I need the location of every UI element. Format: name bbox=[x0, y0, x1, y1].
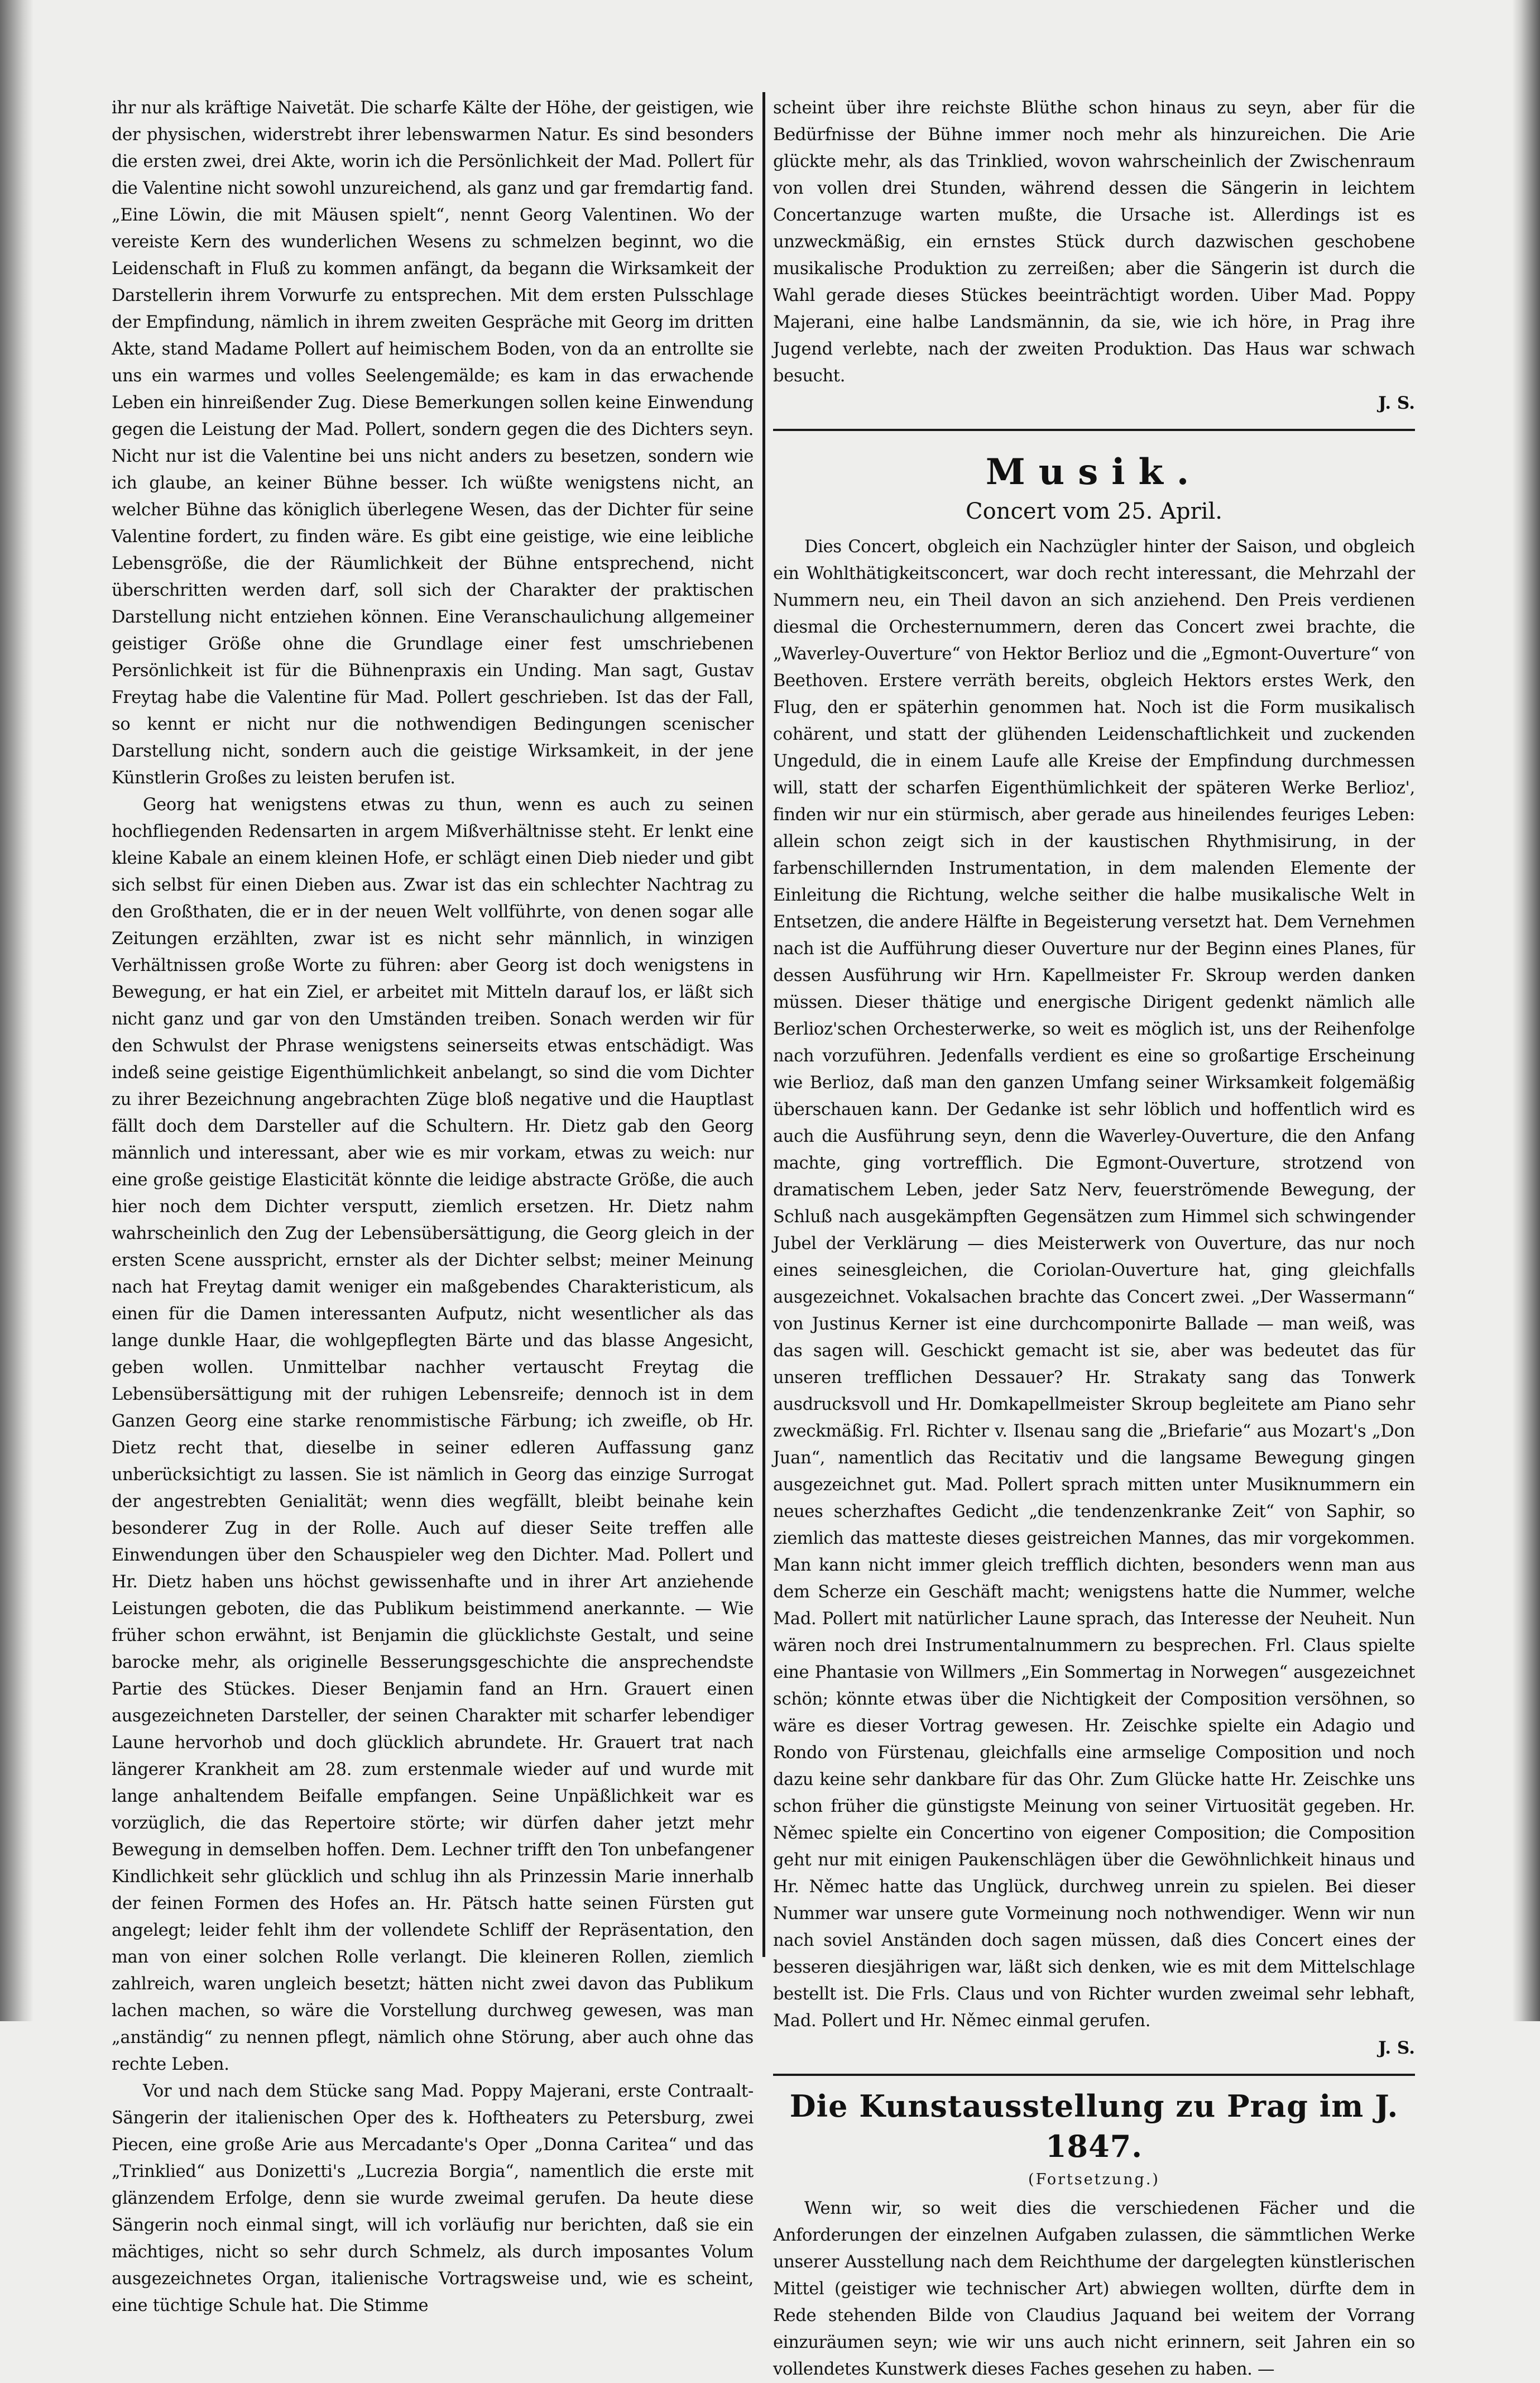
art-exhibition-paragraph: Wenn wir, so weit dies die verschiedenen Fächer und die Anforderungen der einzelnen Aufgaben zulassen, die sämmtlichen Werke unserer Ausstellung nach dem Reichthume der dargelegten künstlerischen Mittel (geistiger wie technischer Art) abwiegen wollten, dürfte dem in Rede stehenden Bilde von Claudius Jaquand bei weitem der Vorrang einzuräumen seyn; wie wir uns auch nicht erinnern, seit Jahren ein so vollendetes Kunstwerk dieses Faches gesehen zu haben. — bbox=[773, 2199, 1415, 2379]
section-rule-1 bbox=[773, 429, 1415, 431]
right-column bbox=[773, 95, 1415, 2379]
left-column bbox=[112, 95, 754, 2315]
left-paragraph-3: Vor und nach dem Stücke sang Mad. Poppy Majerani, erste Contraalt-Sängerin der italienischen Oper des k. Hoftheaters zu Petersburg, zwei Piecen, eine große Arie aus Mercadante's Oper „Donna Caritea“ und das „Trinklied“ aus Donizetti's „Lucrezia Borgia“, namentlich die erste mit glänzendem Erfolge, denn sie wurde zweimal gerufen. Da heute diese Sängerin noch einmal singt, will ich vorläufig nur berichten, daß sie ein mächtiges, nicht so sehr durch Schmelz, als durch imposantes Volum ausgezeichnetes Organ, italienische Vortragsweise und, wie es scheint, eine tüchtige Schule hat. Die Stimme bbox=[112, 2081, 754, 2315]
page-edge-right bbox=[1512, 0, 1540, 2021]
section-rule-2 bbox=[773, 2074, 1415, 2076]
continuation-signature: J. S. bbox=[1378, 393, 1415, 413]
left-paragraph-1: ihr nur als kräftige Naivetät. Die scharfe Kälte der Höhe, der geistigen, wie der physischen, widerstrebt ihrer lebenswarmen Natur. Es sind besonders die ersten zwei, drei Akte, worin ich die Persönlichkeit der Mad. Pollert für die Valentine nicht sowohl unzureichend, als ganz und gar fremdartig fand. „Eine Löwin, die mit Mäusen spielt“, nennt Georg Valentinen. Wo der vereiste Kern des wunderlichen Wesens zu schmelzen beginnt, wo die Leidenschaft in Fluß zu kommen anfängt, da begann die Wirksamkeit der Darstellerin ihrem Vorwurfe zu entsprechen. Mit dem ersten Pulsschlage der Empfindung, nämlich in ihrem zweiten Gespräche mit Georg im dritten Akte, stand Madame Pollert auf heimischem Boden, von da an entrollte sie uns ein warmes und volles Seelengemälde; es kam in das erwachende Leben ein hinreißender Zug. Diese Bemerkungen sollen keine Einwendung gegen die Leistung der Mad. Pollert, sondern gegen die des Dichters seyn. Nicht nur ist die Valentine bei uns nicht anders zu besetzen, sondern wie ich glaube, an keiner Bühne besser. Ich wüßte wenigstens nicht, an welcher Bühne das königlich überlegene Wesen, das der Dichter für seine Valentine fordert, zu finden wäre. Es gibt eine geistige, wie eine leibliche Lebensgröße, die der Räumlichkeit der Bühne entsprechend, nicht überschritten werden darf, soll sich der Charakter der praktischen Darstellung nicht entziehen können. Eine Veranschaulichung allgemeiner geistiger Größe ohne die Grundlage einer fest umschriebenen Persönlichkeit ist für die Bühnenpraxis ein Unding. Man sagt, Gustav Freytag habe die Valentine für Mad. Pollert geschrieben. Ist das der Fall, so kennt er nicht nur die nothwendigen Bedingungen scenischer Darstellung nicht, sondern auch die geistige Wirksamkeit, in der jene Künstlerin Großes zu leisten berufen ist. bbox=[112, 98, 754, 788]
music-paragraph: Dies Concert, obgleich ein Nachzügler hinter der Saison, und obgleich ein Wohlthätigkeitsconcert, war doch recht interessant, die Mehrzahl der Nummern neu, ein Theil davon an sich anziehend. Den Preis verdienen diesmal die Orchesternummern, deren das Concert zwei brachte, die „Waverley-Ouverture“ von Hektor Berlioz und die „Egmont-Ouverture“ von Beethoven. Erstere verräth bereits, obgleich Hektors erstes Werk, den Flug, den er späterhin genommen hat. Noch ist die Form musikalisch cohärent, und statt der glühenden Leidenschaftlichkeit und zuckenden Ungeduld, die in einem Laufe alle Kreise der Empfindung durchmessen will, statt der scharfen Eigenthümlichkeit der späteren Werke Berlioz', finden wir nur ein stürmisch, aber gerade aus hineilendes feuriges Leben: allein schon zeigt sich in der kaustischen Rhythmisirung, in der farbenschillernden Instrumentation, in dem malenden Elemente der Einleitung die Richtung, welche seither die halbe musikalische Welt in Entsetzen, die andere Hälfte in Begeisterung versetzt hat. Dem Vernehmen nach ist die Aufführung dieser Ouverture nur der Beginn eines Planes, für dessen Ausführung wir Hrn. Kapellmeister Fr. Skroup werden danken müssen. Dieser thätige und energische Dirigent gedenkt nämlich alle Berlioz'schen Orchesterwerke, so weit es möglich ist, uns der Reihenfolge nach vorzuführen. Jedenfalls verdient es eine so großartige Erscheinung wie Berlioz, daß man den ganzen Umfang seiner Wirksamkeit folgemäßig überschauen kann. Der Gedanke ist sehr löblich und hoffentlich wird es auch die Ausführung seyn, denn die Waverley-Ouverture, die den Anfang machte, ging vortrefflich. Die Egmont-Ouverture, strotzend von dramatischem Leben, jeder Satz Nerv, feuerströmende Bewegung, der Schluß nach ausgekämpften Gegensätzen zum Himmel sich schwingender Jubel der Verklärung — dies Meisterwerk von Ouverture, das nur noch eines seinesgleichen, die Coriolan-Ouverture hat, ging gleichfalls ausgezeichnet. Vokalsachen brachte das Concert zwei. „Der Wassermann“ von Justinus Kerner ist eine durchcomponirte Ballade — man weiß, was das sagen will. Geschickt gemacht ist sie, aber was bedeutet das für unseren trefflichen Dessauer? Hr. Strakaty sang das Tonwerk ausdrucksvoll und Hr. Domkapellmeister Skroup begleitete am Piano sehr zweckmäßig. Frl. Richter v. Ilsenau sang die „Briefarie“ aus Mozart's „Don Juan“, namentlich das Recitativ und die langsame Bewegung gingen ausgezeichnet gut. Mad. Pollert sprach mitten unter Musiknummern ein neues scherzhaftes Gedicht „die tendenzenkranke Zeit“ von Saphir, so ziemlich das matteste dieses geistreichen Mannes, das mir vorgekommen. Man kann nicht immer gleich trefflich dichten, besonders wenn man aus dem Scherze ein Geschäft macht; wenigstens hatte die Nummer, welche Mad. Pollert mit natürlicher Laune sprach, das Interesse der Neuheit. Nun wären noch drei Instrumentalnummern zu besprechen. Frl. Claus spielte eine Phantasie von Willmers „Ein Sommertag in Norwegen“ ausgezeichnet schön; könnte etwas über die Nichtigkeit der Composition versöhnen, so wäre es dieser Vortrag gewesen. Hr. Zeischke spielte ein Adagio und Rondo von Fürstenau, gleichfalls eine armselige Composition und noch dazu keine sehr dankbare für das Ohr. Zum Glücke hatte Hr. Zeischke uns schon früher die günstigste Meinung von seiner Virtuosität gegeben. Hr. Němec spielte ein Concertino von eigener Composition; die Composition geht nur mit einigen Paukenschlägen über die Gewöhnlichkeit hinaus und Hr. Němec hatte das Unglück, durchweg unrein zu spielen. Bei dieser Nummer war unsere gute Vormeinung noch nothwendiger. Wenn wir nun nach soviel Anständen doch sagen müssen, daß dies Concert eines der besseren diesjährigen war, läßt sich denken, wie es mit dem Mittelschlage bestellt ist. Die Frls. Claus und von Richter wurden zweimal sehr lebhaft, Mad. Pollert und Hr. Němec einmal gerufen. bbox=[773, 537, 1415, 2031]
column-divider bbox=[762, 92, 765, 1957]
art-exhibition-title: Die Kunstausstellung zu Prag im J. 1847. bbox=[789, 2088, 1399, 2164]
music-signature: J. S. bbox=[1378, 2038, 1415, 2058]
right-continuation-paragraph: scheint über ihre reichste Blüthe schon hinaus zu seyn, aber für die Bedürfnisse der Bühne immer noch mehr als hinzureichen. Die Arie glückte mehr, als das Trinklied, wovon wahrscheinlich der Zwischenraum von vollen drei Stunden, während dessen die Sängerin in leichtem Concertanzuge warten mußte, die Ursache ist. Allerdings ist es unzweckmäßig, ein ernstes Stück durch dazwischen geschobene musikalische Produktion zu zerreißen; aber die Sängerin ist durch die Wahl gerade dieses Stückes beeinträchtigt worden. Uiber Mad. Poppy Majerani, eine halbe Landsmännin, da sie, wie ich höre, in Prag ihre Jugend verlebte, nach der zweiten Produktion. Das Haus war schwach besucht. bbox=[773, 98, 1415, 386]
page-edge-left bbox=[0, 0, 33, 2021]
music-section-subtitle: Concert vom 25. April. bbox=[966, 499, 1222, 524]
music-section-title: Musik. bbox=[985, 451, 1203, 493]
left-paragraph-2: Georg hat wenigstens etwas zu thun, wenn es auch zu seinen hochfliegenden Redensarten in argem Mißverhältnisse steht. Er lenkt eine kleine Kabale an einem kleinen Hofe, er schlägt einen Dieb nieder und gibt sich selbst für einen Dieben aus. Zwar ist das ein schlechter Nachtrag zu den Großthaten, die er in der neuen Welt vollführte, von denen sogar alle Zeitungen erzählten, zwar ist es nicht sehr männlich, in winzigen Verhältnissen große Worte zu führen: aber Georg ist doch wenigstens in Bewegung, er hat ein Ziel, er arbeitet mit Mitteln darauf los, er läßt sich nicht ganz und gar von den Umständen treiben. Sonach werden wir für den Schwulst der Phrase wenigstens seinerseits etwas entschädigt. Was indeß seine geistige Eigenthümlichkeit anbelangt, so sind die vom Dichter zu ihrer Bezeichnung angebrachten Züge bloß negative und die Hauptlast fällt doch dem Darsteller auf die Schultern. Hr. Dietz gab den Georg männlich und interessant, aber wie es mir vorkam, etwas zu weich: nur eine große geistige Elasticität könnte die leidige abstracte Größe, die auch hier noch dem Dichter versputt, ziemlich ersetzen. Hr. Dietz nahm wahrscheinlich den Zug der Lebensübersättigung, die Georg gleich in der ersten Scene ausspricht, ernster als der Dichter selbst; meiner Meinung nach hat Freytag damit weniger ein maßgebendes Charakteristicum, als einen für die Damen interessanten Aufputz, nicht wesentlicher als das lange dunkle Haar, die wohlgepflegten Bärte und das blasse Angesicht, geben wollen. Unmittelbar nachher vertauscht Freytag die Lebensübersättigung mit der ruhigen Lebensreife; dennoch ist in dem Ganzen Georg eine starke renommistische Färbung; ich zweifle, ob Hr. Dietz recht that, dieselbe in seiner edleren Auffassung ganz unberücksichtigt zu lassen. Sie ist nämlich in Georg das einzige Surrogat der angestrebten Genialität; wenn dies wegfällt, bleibt beinahe kein besonderer Zug in der Rolle. Auch auf dieser Seite treffen alle Einwendungen über den Schauspieler weg den Dichter. Mad. Pollert und Hr. Dietz haben uns höchst gewissenhafte und in ihrer Art anziehende Leistungen geboten, die das Publikum beistimmend anerkannte. — Wie früher schon erwähnt, ist Benjamin die glücklichste Gestalt, und seine barocke mehr, als originelle Besserungsgeschichte die ansprechendste Partie des Stückes. Dieser Benjamin fand an Hrn. Grauert einen ausgezeichneten Darsteller, der seinen Charakter mit scharfer lebendiger Laune hervorhob und doch glücklich abrundete. Hr. Grauert trat nach längerer Krankheit am 28. zum erstenmale wieder auf und wurde mit lange anhaltendem Beifalle empfangen. Seine Unpäßlichkeit war es vorzüglich, die das Repertoire störte; wir dürfen daher jetzt mehr Bewegung in demselben hoffen. Dem. Lechner trifft den Ton unbefangener Kindlichkeit sehr glücklich und schlug ihn als Prinzessin Marie innerhalb der feinen Formen des Hofes an. Hr. Pätsch hatte seinen Fürsten gut angelegt; leider fehlt ihm der vollendete Schliff der Repräsentation, den man von einer solchen Rolle verlangt. Die kleineren Rollen, ziemlich zahlreich, waren ungleich besetzt; hätten nicht zwei davon das Publikum lachen machen, so wäre die Vorstellung durchweg gewesen, was man „anständig“ zu nennen pflegt, nämlich ohne Störung, aber auch ohne das rechte Leben. bbox=[112, 795, 754, 2074]
art-exhibition-continued: (Fortsetzung.) bbox=[1028, 2171, 1160, 2188]
